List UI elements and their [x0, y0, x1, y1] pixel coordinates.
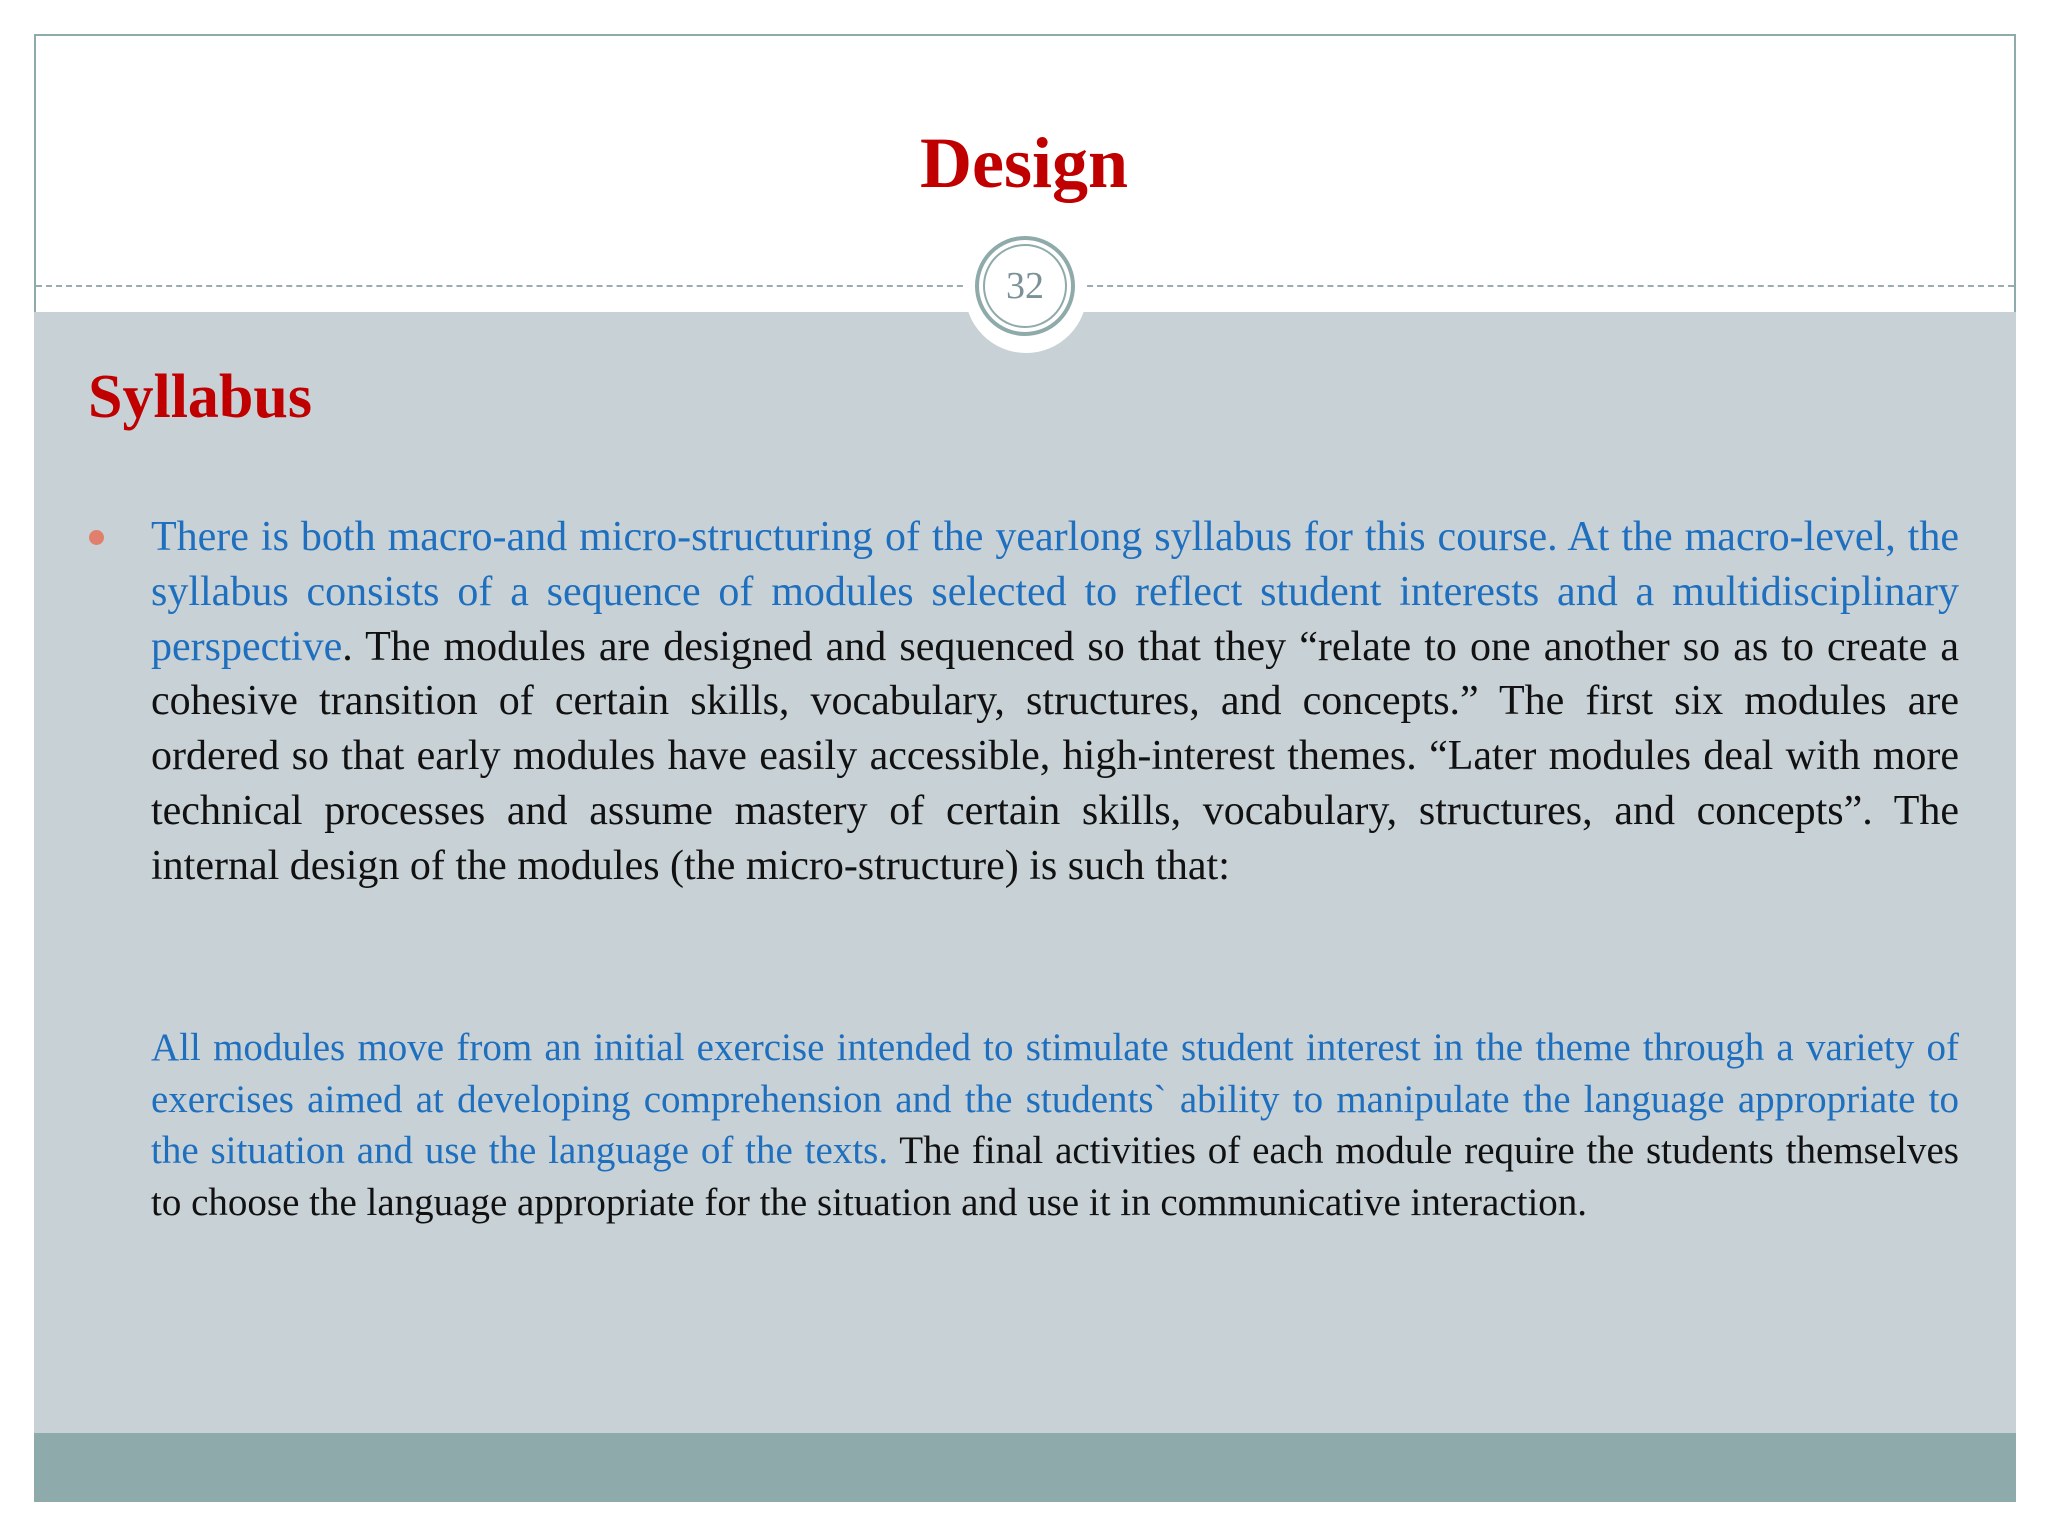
- section-heading: Syllabus: [88, 363, 313, 431]
- modules-paragraph-highlight: All modules move from an initial exercise intended to stimulate student interest in the theme through a variety of exercises aimed at developing comprehension and the students` ability to manipulate the language appropriate to the situation and use the language of the texts.: [151, 1026, 1959, 1172]
- bullet-icon: [89, 530, 104, 545]
- syllabus-paragraph-rest: . The modules are designed and sequenced so that they “relate to one another so as to create a cohesive transition of certain skills, vocabulary, structures, and concepts.” The first six modules are ordered so that early modules have easily accessible, high-interest themes. “Later modules deal with more technical processes and assume mastery of certain skills, vocabulary, structures, and concepts”. The internal design of the modules (the micro-structure) is such that:: [151, 623, 1959, 889]
- slide-title: Design: [919, 123, 1129, 203]
- footer-band: [34, 1433, 2016, 1502]
- syllabus-paragraph-highlight: There is both macro-and micro-structuring of the yearlong syllabus for this course. At the macro-level, the syllabus consists of a sequence of modules selected to reflect student interests and a multidisciplinary perspective: [151, 514, 1959, 670]
- modules-paragraph: [151, 1022, 1959, 1228]
- modules-paragraph-rest: The final activities of each module require the students themselves to choose the language appropriate for the situation and use it in communicative interaction.: [151, 1129, 1959, 1224]
- page-number-badge: 32: [983, 244, 1067, 328]
- syllabus-paragraph: [151, 510, 1959, 894]
